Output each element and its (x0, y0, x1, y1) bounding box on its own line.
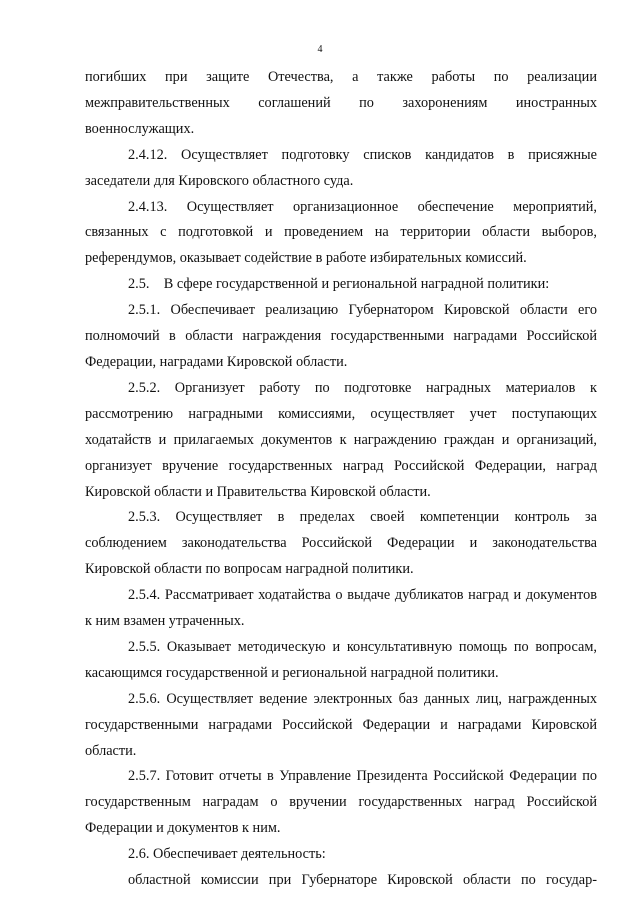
paragraph-2-5: 2.5. В сфере государственной и региональной наградной политики: (128, 276, 550, 293)
paragraph-2-5-7: 2.5.7. Готовит отчеты в Управление Президента Российской Федерации по государственным наградам о вручении государственных наград Российской Федерации и документов к ним. (85, 768, 597, 837)
paragraph-continuation: погибших при защите Отечества, а также работы по реализации межправительственных соглашений по захоронениям иностранных военнослужащих. (85, 69, 597, 137)
paragraph-2-4-13: 2.4.13. Осуществляет организационное обеспечение мероприятий, связанных с подготовкой и проведением на территории области выборов, референдумов, оказывает содействие в работе избирательных комиссий. (85, 198, 597, 267)
paragraph-2-6: 2.6. Обеспечивает деятельность: (128, 846, 326, 863)
paragraph-2-4-12: 2.4.12. Осуществляет подготовку списков кандидатов в присяжные заседатели для Кировского областного суда. (85, 146, 597, 189)
paragraph-2-5-1: 2.5.1. Обеспечивает реализацию Губернатором Кировской области его полномочий в области награждения государственными наградами Российской Федерации, наградами Кировской области. (85, 302, 597, 370)
document-body (85, 65, 597, 894)
page-number: 4 (317, 44, 323, 55)
paragraph-regional-commission: областной комиссии при Губернаторе Кировской области по государ- (128, 872, 597, 889)
paragraph-2-5-4: 2.5.4. Рассматривает ходатайства о выдаче дубликатов наград и документов к ним взамен утраченных. (85, 587, 597, 630)
paragraph-2-5-3: 2.5.3. Осуществляет в пределах своей компетенции контроль за соблюдением законодательства Российской Федерации и законодательства Кировской области по вопросам наградной политики. (85, 509, 597, 578)
paragraph-2-5-2: 2.5.2. Организует работу по подготовке наградных материалов к рассмотрению наградными комиссиями, осуществляет учет поступающих ходатайств и прилагаемых документов к награждению граждан и организаций, организует вручение государственных наград Российской Федерации, наград Кировской области и Правительства Кировской области. (85, 379, 597, 500)
paragraph-2-5-6: 2.5.6. Осуществляет ведение электронных баз данных лиц, награжденных государственными наградами Российской Федерации и наградами Кировской области. (85, 690, 597, 759)
paragraph-2-5-5: 2.5.5. Оказывает методическую и консультативную помощь по вопросам, касающимся государственной и региональной наградной политики. (85, 638, 597, 681)
